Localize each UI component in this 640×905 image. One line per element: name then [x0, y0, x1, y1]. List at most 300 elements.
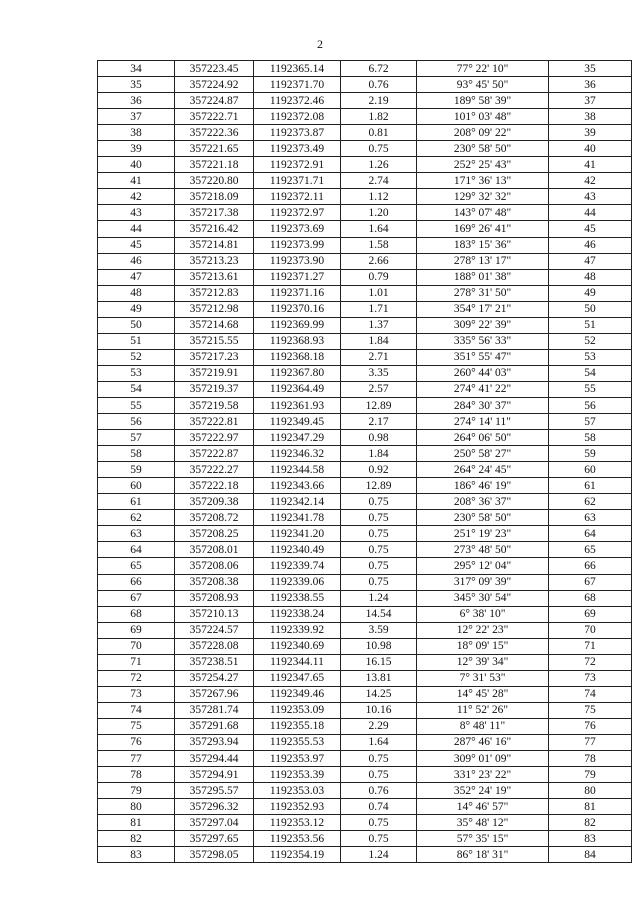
bearing-cell: 345° 30' 54" — [417, 590, 549, 606]
y-coordinate-cell: 1192344.58 — [254, 462, 341, 478]
point-number-cell: 36 — [98, 93, 175, 109]
table-row — [98, 446, 632, 462]
y-coordinate-cell: 1192372.46 — [254, 93, 341, 109]
next-point-number-cell: 41 — [549, 157, 632, 173]
bearing-cell: 18° 09' 15" — [417, 638, 549, 654]
table-row — [98, 542, 632, 558]
distance-cell: 1.26 — [341, 157, 417, 173]
distance-cell: 0.75 — [341, 815, 417, 831]
x-coordinate-cell: 357222.36 — [175, 125, 254, 141]
y-coordinate-cell: 1192372.97 — [254, 205, 341, 221]
point-number-cell: 73 — [98, 686, 175, 702]
distance-cell: 1.20 — [341, 205, 417, 221]
y-coordinate-cell: 1192373.90 — [254, 253, 341, 269]
point-number-cell: 81 — [98, 815, 175, 831]
distance-cell: 1.64 — [341, 221, 417, 237]
next-point-number-cell: 71 — [549, 638, 632, 654]
x-coordinate-cell: 357267.96 — [175, 686, 254, 702]
next-point-number-cell: 44 — [549, 205, 632, 221]
bearing-cell: 335° 56' 33" — [417, 333, 549, 349]
point-number-cell: 63 — [98, 526, 175, 542]
distance-cell: 12.89 — [341, 397, 417, 413]
x-coordinate-cell: 357297.65 — [175, 831, 254, 847]
x-coordinate-cell: 357221.65 — [175, 141, 254, 157]
table-row — [98, 558, 632, 574]
distance-cell: 14.25 — [341, 686, 417, 702]
bearing-cell: 6° 38' 10" — [417, 606, 549, 622]
bearing-cell: 169° 26' 41" — [417, 221, 549, 237]
distance-cell: 3.59 — [341, 622, 417, 638]
x-coordinate-cell: 357224.92 — [175, 77, 254, 93]
next-point-number-cell: 39 — [549, 125, 632, 141]
y-coordinate-cell: 1192352.93 — [254, 799, 341, 815]
y-coordinate-cell: 1192372.08 — [254, 109, 341, 125]
x-coordinate-cell: 357214.81 — [175, 237, 254, 253]
x-coordinate-cell: 357224.57 — [175, 622, 254, 638]
x-coordinate-cell: 357214.68 — [175, 317, 254, 333]
bearing-cell: 11° 52' 26" — [417, 702, 549, 718]
distance-cell: 12.89 — [341, 478, 417, 494]
y-coordinate-cell: 1192346.32 — [254, 446, 341, 462]
distance-cell: 0.75 — [341, 831, 417, 847]
bearing-cell: 317° 09' 39" — [417, 574, 549, 590]
point-number-cell: 41 — [98, 173, 175, 189]
point-number-cell: 71 — [98, 654, 175, 670]
next-point-number-cell: 68 — [549, 590, 632, 606]
bearing-cell: 129° 32' 32" — [417, 189, 549, 205]
bearing-cell: 93° 45' 50" — [417, 77, 549, 93]
table-row — [98, 494, 632, 510]
bearing-cell: 264° 06' 50" — [417, 430, 549, 446]
x-coordinate-cell: 357222.71 — [175, 109, 254, 125]
distance-cell: 0.75 — [341, 510, 417, 526]
coordinates-table — [97, 60, 632, 863]
point-number-cell: 52 — [98, 349, 175, 365]
x-coordinate-cell: 357219.58 — [175, 397, 254, 413]
distance-cell: 0.76 — [341, 783, 417, 799]
bearing-cell: 354° 17' 21" — [417, 301, 549, 317]
table-row — [98, 397, 632, 413]
distance-cell: 1.58 — [341, 237, 417, 253]
y-coordinate-cell: 1192364.49 — [254, 381, 341, 397]
y-coordinate-cell: 1192338.24 — [254, 606, 341, 622]
x-coordinate-cell: 357208.38 — [175, 574, 254, 590]
distance-cell: 0.75 — [341, 751, 417, 767]
bearing-cell: 331° 23' 22" — [417, 767, 549, 783]
y-coordinate-cell: 1192372.11 — [254, 189, 341, 205]
table-row — [98, 157, 632, 173]
y-coordinate-cell: 1192340.49 — [254, 542, 341, 558]
table-row — [98, 61, 632, 77]
next-point-number-cell: 84 — [549, 847, 632, 863]
distance-cell: 1.01 — [341, 285, 417, 301]
x-coordinate-cell: 357222.81 — [175, 414, 254, 430]
bearing-cell: 189° 58' 39" — [417, 93, 549, 109]
x-coordinate-cell: 357219.91 — [175, 365, 254, 381]
y-coordinate-cell: 1192373.69 — [254, 221, 341, 237]
table-row — [98, 317, 632, 333]
x-coordinate-cell: 357222.18 — [175, 478, 254, 494]
table-row — [98, 237, 632, 253]
distance-cell: 3.35 — [341, 365, 417, 381]
point-number-cell: 68 — [98, 606, 175, 622]
point-number-cell: 43 — [98, 205, 175, 221]
x-coordinate-cell: 357295.57 — [175, 783, 254, 799]
table-row — [98, 815, 632, 831]
point-number-cell: 44 — [98, 221, 175, 237]
x-coordinate-cell: 357213.23 — [175, 253, 254, 269]
table-row — [98, 590, 632, 606]
next-point-number-cell: 78 — [549, 751, 632, 767]
y-coordinate-cell: 1192342.14 — [254, 494, 341, 510]
bearing-cell: 12° 22' 23" — [417, 622, 549, 638]
next-point-number-cell: 74 — [549, 686, 632, 702]
next-point-number-cell: 81 — [549, 799, 632, 815]
next-point-number-cell: 77 — [549, 734, 632, 750]
bearing-cell: 77° 22' 10" — [417, 61, 549, 77]
distance-cell: 0.81 — [341, 125, 417, 141]
y-coordinate-cell: 1192341.20 — [254, 526, 341, 542]
point-number-cell: 82 — [98, 831, 175, 847]
y-coordinate-cell: 1192353.56 — [254, 831, 341, 847]
bearing-cell: 8° 48' 11" — [417, 718, 549, 734]
distance-cell: 0.75 — [341, 141, 417, 157]
point-number-cell: 53 — [98, 365, 175, 381]
table-row — [98, 269, 632, 285]
x-coordinate-cell: 357298.05 — [175, 847, 254, 863]
y-coordinate-cell: 1192367.80 — [254, 365, 341, 381]
point-number-cell: 61 — [98, 494, 175, 510]
y-coordinate-cell: 1192373.99 — [254, 237, 341, 253]
distance-cell: 10.98 — [341, 638, 417, 654]
y-coordinate-cell: 1192371.70 — [254, 77, 341, 93]
next-point-number-cell: 67 — [549, 574, 632, 590]
point-number-cell: 45 — [98, 237, 175, 253]
bearing-cell: 260° 44' 03" — [417, 365, 549, 381]
y-coordinate-cell: 1192372.91 — [254, 157, 341, 173]
table-row — [98, 622, 632, 638]
x-coordinate-cell: 357217.38 — [175, 205, 254, 221]
y-coordinate-cell: 1192368.18 — [254, 349, 341, 365]
table-row — [98, 654, 632, 670]
next-point-number-cell: 35 — [549, 61, 632, 77]
x-coordinate-cell: 357220.80 — [175, 173, 254, 189]
bearing-cell: 208° 09' 22" — [417, 125, 549, 141]
distance-cell: 1.84 — [341, 446, 417, 462]
table-row — [98, 767, 632, 783]
x-coordinate-cell: 357208.72 — [175, 510, 254, 526]
table-row — [98, 365, 632, 381]
bearing-cell: 14° 46' 57" — [417, 799, 549, 815]
table-row — [98, 478, 632, 494]
distance-cell: 0.75 — [341, 526, 417, 542]
point-number-cell: 49 — [98, 301, 175, 317]
next-point-number-cell: 48 — [549, 269, 632, 285]
next-point-number-cell: 52 — [549, 333, 632, 349]
x-coordinate-cell: 357210.13 — [175, 606, 254, 622]
table-row — [98, 751, 632, 767]
x-coordinate-cell: 357208.06 — [175, 558, 254, 574]
distance-cell: 1.84 — [341, 333, 417, 349]
distance-cell: 1.64 — [341, 734, 417, 750]
table-row — [98, 414, 632, 430]
table-row — [98, 638, 632, 654]
next-point-number-cell: 46 — [549, 237, 632, 253]
x-coordinate-cell: 357216.42 — [175, 221, 254, 237]
point-number-cell: 39 — [98, 141, 175, 157]
table-row — [98, 205, 632, 221]
next-point-number-cell: 62 — [549, 494, 632, 510]
next-point-number-cell: 36 — [549, 77, 632, 93]
bearing-cell: 250° 58' 27" — [417, 446, 549, 462]
table-row — [98, 847, 632, 863]
x-coordinate-cell: 357212.83 — [175, 285, 254, 301]
distance-cell: 2.29 — [341, 718, 417, 734]
next-point-number-cell: 66 — [549, 558, 632, 574]
x-coordinate-cell: 357222.97 — [175, 430, 254, 446]
point-number-cell: 78 — [98, 767, 175, 783]
bearing-cell: 35° 48' 12" — [417, 815, 549, 831]
bearing-cell: 230° 58' 50" — [417, 510, 549, 526]
point-number-cell: 54 — [98, 381, 175, 397]
point-number-cell: 66 — [98, 574, 175, 590]
x-coordinate-cell: 357209.38 — [175, 494, 254, 510]
x-coordinate-cell: 357238.51 — [175, 654, 254, 670]
point-number-cell: 57 — [98, 430, 175, 446]
y-coordinate-cell: 1192373.87 — [254, 125, 341, 141]
point-number-cell: 72 — [98, 670, 175, 686]
table-row — [98, 285, 632, 301]
point-number-cell: 64 — [98, 542, 175, 558]
bearing-cell: 251° 19' 23" — [417, 526, 549, 542]
bearing-cell: 352° 24' 19" — [417, 783, 549, 799]
next-point-number-cell: 51 — [549, 317, 632, 333]
bearing-cell: 309° 01' 09" — [417, 751, 549, 767]
y-coordinate-cell: 1192355.53 — [254, 734, 341, 750]
x-coordinate-cell: 357219.37 — [175, 381, 254, 397]
point-number-cell: 42 — [98, 189, 175, 205]
x-coordinate-cell: 357222.27 — [175, 462, 254, 478]
y-coordinate-cell: 1192349.45 — [254, 414, 341, 430]
y-coordinate-cell: 1192349.46 — [254, 686, 341, 702]
point-number-cell: 48 — [98, 285, 175, 301]
y-coordinate-cell: 1192343.66 — [254, 478, 341, 494]
bearing-cell: 101° 03' 48" — [417, 109, 549, 125]
distance-cell: 0.75 — [341, 767, 417, 783]
next-point-number-cell: 64 — [549, 526, 632, 542]
table-row — [98, 462, 632, 478]
y-coordinate-cell: 1192338.55 — [254, 590, 341, 606]
y-coordinate-cell: 1192369.99 — [254, 317, 341, 333]
next-point-number-cell: 63 — [549, 510, 632, 526]
distance-cell: 2.57 — [341, 381, 417, 397]
x-coordinate-cell: 357208.01 — [175, 542, 254, 558]
y-coordinate-cell: 1192339.06 — [254, 574, 341, 590]
distance-cell: 1.12 — [341, 189, 417, 205]
point-number-cell: 58 — [98, 446, 175, 462]
table-row — [98, 606, 632, 622]
next-point-number-cell: 53 — [549, 349, 632, 365]
bearing-cell: 264° 24' 45" — [417, 462, 549, 478]
next-point-number-cell: 58 — [549, 430, 632, 446]
distance-cell: 2.19 — [341, 93, 417, 109]
x-coordinate-cell: 357297.04 — [175, 815, 254, 831]
x-coordinate-cell: 357212.98 — [175, 301, 254, 317]
x-coordinate-cell: 357294.44 — [175, 751, 254, 767]
next-point-number-cell: 60 — [549, 462, 632, 478]
y-coordinate-cell: 1192341.78 — [254, 510, 341, 526]
y-coordinate-cell: 1192353.03 — [254, 783, 341, 799]
distance-cell: 0.75 — [341, 494, 417, 510]
table-row — [98, 109, 632, 125]
distance-cell: 16.15 — [341, 654, 417, 670]
bearing-cell: 252° 25' 43" — [417, 157, 549, 173]
distance-cell: 1.82 — [341, 109, 417, 125]
point-number-cell: 34 — [98, 61, 175, 77]
point-number-cell: 59 — [98, 462, 175, 478]
distance-cell: 2.71 — [341, 349, 417, 365]
bearing-cell: 278° 31' 50" — [417, 285, 549, 301]
bearing-cell: 309° 22' 39" — [417, 317, 549, 333]
y-coordinate-cell: 1192353.39 — [254, 767, 341, 783]
next-point-number-cell: 73 — [549, 670, 632, 686]
x-coordinate-cell: 357217.23 — [175, 349, 254, 365]
table-row — [98, 734, 632, 750]
distance-cell: 13.81 — [341, 670, 417, 686]
bearing-cell: 7° 31' 53" — [417, 670, 549, 686]
distance-cell: 0.74 — [341, 799, 417, 815]
bearing-cell: 188° 01' 38" — [417, 269, 549, 285]
table-row — [98, 510, 632, 526]
bearing-cell: 278° 13' 17" — [417, 253, 549, 269]
bearing-cell: 14° 45' 28" — [417, 686, 549, 702]
point-number-cell: 51 — [98, 333, 175, 349]
y-coordinate-cell: 1192354.19 — [254, 847, 341, 863]
point-number-cell: 46 — [98, 253, 175, 269]
x-coordinate-cell: 357208.93 — [175, 590, 254, 606]
table-row — [98, 141, 632, 157]
y-coordinate-cell: 1192368.93 — [254, 333, 341, 349]
table-row — [98, 189, 632, 205]
x-coordinate-cell: 357224.87 — [175, 93, 254, 109]
x-coordinate-cell: 357221.18 — [175, 157, 254, 173]
point-number-cell: 65 — [98, 558, 175, 574]
x-coordinate-cell: 357218.09 — [175, 189, 254, 205]
y-coordinate-cell: 1192373.49 — [254, 141, 341, 157]
next-point-number-cell: 40 — [549, 141, 632, 157]
table-row — [98, 333, 632, 349]
next-point-number-cell: 70 — [549, 622, 632, 638]
coordinates-table-body — [98, 61, 632, 863]
distance-cell: 0.92 — [341, 462, 417, 478]
distance-cell: 2.66 — [341, 253, 417, 269]
x-coordinate-cell: 357291.68 — [175, 718, 254, 734]
next-point-number-cell: 56 — [549, 397, 632, 413]
bearing-cell: 295° 12' 04" — [417, 558, 549, 574]
distance-cell: 0.75 — [341, 558, 417, 574]
bearing-cell: 86° 18' 31" — [417, 847, 549, 863]
x-coordinate-cell: 357296.32 — [175, 799, 254, 815]
table-row — [98, 574, 632, 590]
point-number-cell: 69 — [98, 622, 175, 638]
x-coordinate-cell: 357293.94 — [175, 734, 254, 750]
distance-cell: 0.75 — [341, 542, 417, 558]
y-coordinate-cell: 1192361.93 — [254, 397, 341, 413]
next-point-number-cell: 76 — [549, 718, 632, 734]
y-coordinate-cell: 1192340.69 — [254, 638, 341, 654]
point-number-cell: 76 — [98, 734, 175, 750]
y-coordinate-cell: 1192371.16 — [254, 285, 341, 301]
table-row — [98, 702, 632, 718]
distance-cell: 1.24 — [341, 590, 417, 606]
next-point-number-cell: 82 — [549, 815, 632, 831]
y-coordinate-cell: 1192344.11 — [254, 654, 341, 670]
table-row — [98, 77, 632, 93]
table-row — [98, 670, 632, 686]
point-number-cell: 83 — [98, 847, 175, 863]
x-coordinate-cell: 357223.45 — [175, 61, 254, 77]
point-number-cell: 77 — [98, 751, 175, 767]
table-row — [98, 430, 632, 446]
next-point-number-cell: 83 — [549, 831, 632, 847]
point-number-cell: 50 — [98, 317, 175, 333]
y-coordinate-cell: 1192353.97 — [254, 751, 341, 767]
point-number-cell: 35 — [98, 77, 175, 93]
point-number-cell: 40 — [98, 157, 175, 173]
table-row — [98, 221, 632, 237]
distance-cell: 1.37 — [341, 317, 417, 333]
bearing-cell: 208° 36' 37" — [417, 494, 549, 510]
bearing-cell: 171° 36' 13" — [417, 173, 549, 189]
table-row — [98, 253, 632, 269]
table-row — [98, 526, 632, 542]
bearing-cell: 230° 58' 50" — [417, 141, 549, 157]
next-point-number-cell: 45 — [549, 221, 632, 237]
distance-cell: 10.16 — [341, 702, 417, 718]
x-coordinate-cell: 357254.27 — [175, 670, 254, 686]
bearing-cell: 274° 14' 11" — [417, 414, 549, 430]
next-point-number-cell: 65 — [549, 542, 632, 558]
y-coordinate-cell: 1192371.27 — [254, 269, 341, 285]
y-coordinate-cell: 1192339.92 — [254, 622, 341, 638]
next-point-number-cell: 75 — [549, 702, 632, 718]
next-point-number-cell: 72 — [549, 654, 632, 670]
point-number-cell: 60 — [98, 478, 175, 494]
point-number-cell: 37 — [98, 109, 175, 125]
point-number-cell: 75 — [98, 718, 175, 734]
table-row — [98, 783, 632, 799]
next-point-number-cell: 43 — [549, 189, 632, 205]
table-row — [98, 125, 632, 141]
y-coordinate-cell: 1192353.09 — [254, 702, 341, 718]
table-row — [98, 301, 632, 317]
next-point-number-cell: 80 — [549, 783, 632, 799]
table-row — [98, 799, 632, 815]
x-coordinate-cell: 357213.61 — [175, 269, 254, 285]
distance-cell: 14.54 — [341, 606, 417, 622]
bearing-cell: 186° 46' 19" — [417, 478, 549, 494]
point-number-cell: 79 — [98, 783, 175, 799]
point-number-cell: 80 — [98, 799, 175, 815]
next-point-number-cell: 79 — [549, 767, 632, 783]
distance-cell: 0.75 — [341, 574, 417, 590]
bearing-cell: 351° 55' 47" — [417, 349, 549, 365]
x-coordinate-cell: 357208.25 — [175, 526, 254, 542]
y-coordinate-cell: 1192371.71 — [254, 173, 341, 189]
point-number-cell: 55 — [98, 397, 175, 413]
y-coordinate-cell: 1192347.65 — [254, 670, 341, 686]
table-row — [98, 718, 632, 734]
